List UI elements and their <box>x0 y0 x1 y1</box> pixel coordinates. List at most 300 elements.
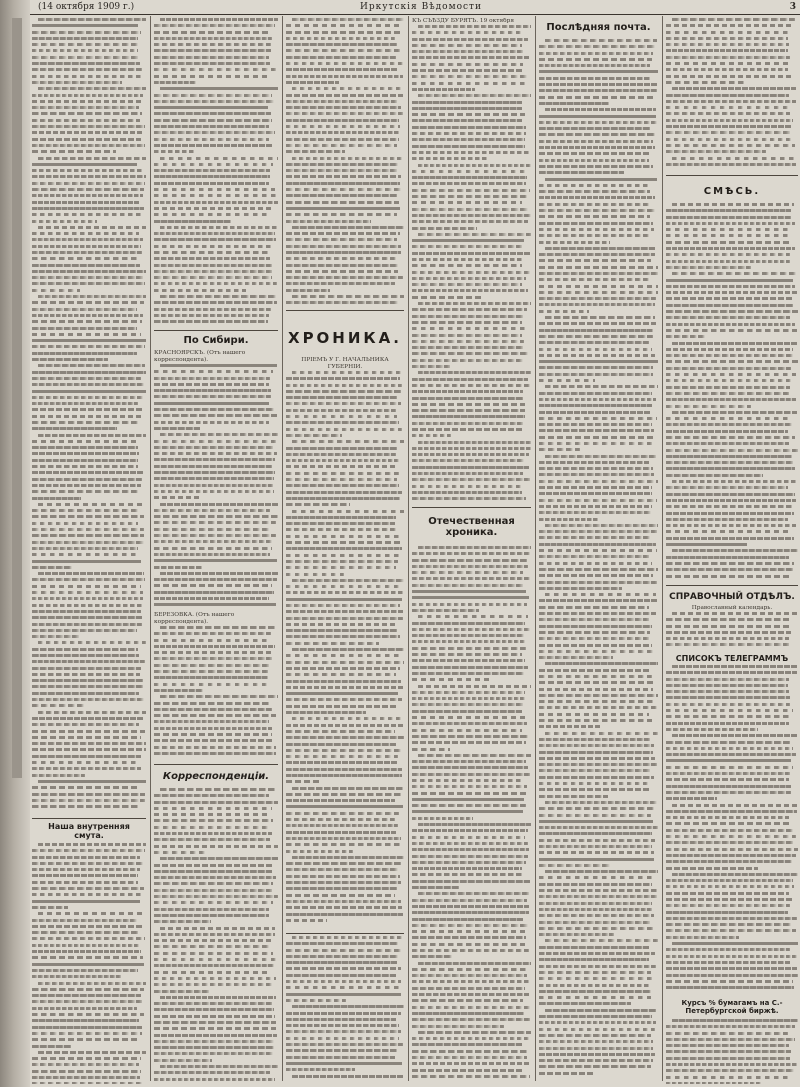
text-line <box>412 491 522 494</box>
text-line <box>666 715 792 718</box>
text-line <box>539 669 651 672</box>
text-line <box>32 238 143 241</box>
text-line <box>539 694 658 697</box>
text-line <box>666 791 791 794</box>
text-line <box>286 182 400 185</box>
text-line <box>672 804 798 807</box>
text-line <box>666 678 789 681</box>
text-line <box>666 822 789 825</box>
text-line <box>286 238 397 241</box>
text-block <box>666 1019 798 1084</box>
text-line <box>32 182 145 185</box>
text-line <box>418 754 531 757</box>
text-line <box>418 685 531 688</box>
text-line <box>292 226 404 229</box>
text-line <box>412 577 530 580</box>
text-line <box>286 194 397 197</box>
text-line <box>539 366 653 369</box>
text-line <box>154 377 270 380</box>
text-line <box>154 651 271 654</box>
text-line <box>154 276 272 279</box>
text-line <box>418 25 531 28</box>
text-line <box>154 119 272 122</box>
text-line <box>672 342 798 345</box>
text-line <box>286 629 397 632</box>
text-line <box>666 955 798 958</box>
text-line <box>666 1057 790 1060</box>
text-line <box>154 150 195 153</box>
text-line <box>32 849 145 852</box>
text-line <box>286 220 371 223</box>
text-line <box>286 868 398 871</box>
text-line <box>38 1051 146 1054</box>
text-line <box>412 980 530 983</box>
text-line <box>286 516 396 519</box>
text-line <box>286 850 353 853</box>
text-line <box>412 308 527 311</box>
text-line <box>666 1050 791 1053</box>
text-line <box>412 886 459 889</box>
text-line <box>32 138 141 141</box>
text-line <box>286 1024 399 1027</box>
text-line <box>412 590 526 593</box>
text-line <box>32 931 138 934</box>
text-line <box>154 794 269 797</box>
text-line <box>412 365 450 368</box>
text-line <box>292 856 404 859</box>
text-line <box>412 113 525 116</box>
text-line <box>32 748 146 751</box>
text-line <box>154 207 272 210</box>
text-line <box>38 226 146 229</box>
text-line <box>154 440 276 443</box>
text-line <box>32 175 146 178</box>
text-line <box>666 386 790 389</box>
text-line <box>412 867 522 870</box>
text-line <box>154 657 272 660</box>
text-line <box>286 289 330 292</box>
text-line <box>32 679 143 682</box>
text-line <box>32 257 138 260</box>
text-line <box>539 984 650 987</box>
text-line <box>32 553 137 556</box>
text-line <box>292 18 404 21</box>
text-line <box>412 107 522 110</box>
text-line <box>666 1069 794 1072</box>
text-line <box>32 1026 142 1029</box>
text-line <box>539 845 652 848</box>
text-line <box>539 322 656 325</box>
text-line <box>154 484 273 487</box>
text-line <box>412 899 527 902</box>
text-line <box>32 314 143 317</box>
text-line <box>32 478 142 481</box>
text-line <box>412 792 526 795</box>
text-line <box>412 220 528 223</box>
issue-date: (14 октября 1909 г.) <box>38 2 135 12</box>
text-line <box>32 585 141 588</box>
text-line <box>539 436 653 439</box>
text-line <box>666 398 796 401</box>
text-line <box>412 999 523 1002</box>
text-line <box>539 927 653 930</box>
text-line <box>412 773 530 776</box>
text-line <box>412 182 526 185</box>
text-line <box>666 138 791 141</box>
text-line <box>412 289 528 292</box>
text-line <box>154 578 277 581</box>
text-line <box>154 452 277 455</box>
text-line <box>666 131 790 134</box>
text-line <box>412 836 525 839</box>
text-line <box>666 144 795 147</box>
text-line <box>154 908 269 911</box>
text-line <box>666 543 747 546</box>
text-line <box>666 631 791 634</box>
text-line <box>154 702 270 705</box>
text-line <box>286 522 395 525</box>
text-line <box>666 125 791 128</box>
text-line <box>666 1044 789 1047</box>
text-block <box>666 665 798 995</box>
text-line <box>32 578 145 581</box>
text-line <box>545 939 658 942</box>
text-line <box>154 739 274 742</box>
text-line <box>539 360 658 363</box>
text-line <box>672 1019 798 1022</box>
text-line <box>666 405 751 408</box>
text-line <box>286 282 395 285</box>
text-line <box>286 755 398 758</box>
text-line <box>32 704 86 707</box>
text-line <box>539 851 654 854</box>
text-line <box>154 175 270 178</box>
text-line <box>539 776 654 779</box>
text-line <box>286 661 404 664</box>
text-line <box>539 241 610 244</box>
text-line <box>412 804 526 807</box>
text-line <box>154 901 273 904</box>
text-line <box>154 521 276 524</box>
text-line <box>412 918 523 921</box>
lead-line: КРАСНОЯРСКЪ. (Отъ нашего корреспондента). <box>154 350 246 363</box>
text-line <box>539 795 608 798</box>
text-line <box>666 304 793 307</box>
text-line <box>666 323 795 326</box>
text-line <box>666 354 794 357</box>
text-line <box>539 971 651 974</box>
text-line <box>154 314 269 317</box>
text-line <box>154 534 276 537</box>
text-line <box>160 857 278 860</box>
text-line <box>154 670 268 673</box>
text-line <box>539 417 657 420</box>
text-line <box>412 1006 531 1009</box>
text-line <box>154 144 272 147</box>
text-line <box>539 392 652 395</box>
text-line <box>32 566 72 569</box>
text-line <box>666 980 793 983</box>
text-line <box>666 234 789 237</box>
text-line <box>32 383 144 386</box>
text-line <box>32 906 68 909</box>
text-line <box>292 579 404 582</box>
text-line <box>539 757 655 760</box>
text-line <box>412 766 528 769</box>
text-line <box>539 127 650 130</box>
text-line <box>666 43 789 46</box>
text-line <box>539 574 653 577</box>
text-line <box>666 1063 797 1066</box>
text-line <box>539 442 652 445</box>
text-line <box>539 70 658 73</box>
text-line <box>32 560 141 563</box>
text-line <box>286 1068 355 1071</box>
text-line <box>292 87 404 90</box>
text-line <box>32 1038 140 1041</box>
column-rule <box>408 16 409 1081</box>
text-line <box>286 484 399 487</box>
text-line <box>539 310 589 313</box>
text-line <box>539 562 652 565</box>
text-line <box>412 861 526 864</box>
text-line <box>32 660 145 663</box>
text-line <box>286 465 397 468</box>
text-line <box>286 812 399 815</box>
text-line <box>154 895 278 898</box>
text-line <box>32 969 138 972</box>
text-line <box>32 604 143 607</box>
text-line <box>666 1076 788 1079</box>
text-line <box>539 505 652 508</box>
text-line <box>32 1076 140 1079</box>
text-line <box>539 782 651 785</box>
text-line <box>666 728 758 731</box>
text-line <box>154 24 275 27</box>
text-line <box>412 352 528 355</box>
text-line <box>539 769 650 772</box>
text-line <box>412 101 522 104</box>
text-line <box>539 423 652 426</box>
text-line <box>666 285 795 288</box>
text-line <box>32 515 144 518</box>
text-line <box>154 639 269 642</box>
text-line <box>412 722 527 725</box>
text-line <box>666 100 796 103</box>
text-line <box>286 125 400 128</box>
text-line <box>412 340 524 343</box>
text-block <box>286 18 404 308</box>
text-line <box>539 1002 631 1005</box>
text-line <box>666 247 795 250</box>
text-line <box>539 354 655 357</box>
text-line <box>154 220 231 223</box>
text-line <box>539 473 654 476</box>
text-line <box>154 714 276 717</box>
text-line <box>539 348 652 351</box>
text-line <box>666 537 794 540</box>
text-line <box>539 297 656 300</box>
text-line <box>154 465 272 468</box>
text-line <box>666 643 789 646</box>
text-line <box>160 87 278 90</box>
text-line <box>539 675 652 678</box>
text-line <box>412 1069 522 1072</box>
text-line <box>539 744 654 747</box>
text-line <box>32 692 139 695</box>
text-line <box>539 807 655 810</box>
section-heading: ХРОНИКА. <box>288 329 402 347</box>
text-line <box>32 484 141 487</box>
text-line <box>666 329 797 332</box>
text-line <box>286 585 402 588</box>
text-line <box>412 748 450 751</box>
text-line <box>154 477 274 480</box>
text-block <box>154 626 278 762</box>
text-line <box>32 698 144 701</box>
text-line <box>32 352 137 355</box>
text-line <box>286 554 403 557</box>
text-line <box>154 870 272 873</box>
text-line <box>154 446 273 449</box>
text-line <box>666 518 788 521</box>
text-line <box>418 164 531 167</box>
text-line <box>412 384 530 387</box>
text-line <box>32 320 142 323</box>
text-line <box>286 245 401 248</box>
text-line <box>539 820 653 823</box>
text-line <box>412 428 522 431</box>
text-line <box>286 390 401 393</box>
text-line <box>286 774 402 777</box>
text-line <box>286 163 398 166</box>
text-line <box>38 843 146 846</box>
text-line <box>286 478 397 481</box>
text-line <box>545 524 658 527</box>
text-line <box>539 329 653 332</box>
text-line <box>412 1025 504 1028</box>
text-line <box>154 257 270 260</box>
text-line <box>154 1040 274 1043</box>
text-line <box>412 968 526 971</box>
text-line <box>160 695 278 698</box>
text-line <box>666 49 788 52</box>
text-line <box>412 82 527 85</box>
divider <box>666 585 798 586</box>
paper-title: Иркутскiя Вѣдомости <box>360 2 483 12</box>
text-line <box>666 119 793 122</box>
text-line <box>154 213 269 216</box>
text-line <box>154 914 269 917</box>
text-line <box>154 597 269 600</box>
text-line <box>539 492 652 495</box>
text-line <box>32 396 144 399</box>
text-line <box>666 253 790 256</box>
text-line <box>32 207 144 210</box>
text-line <box>666 1025 795 1028</box>
text-line <box>32 1032 142 1035</box>
text-line <box>32 774 85 777</box>
text-line <box>32 62 140 65</box>
text-line <box>154 282 277 285</box>
text-line <box>539 990 651 993</box>
text-line <box>539 184 649 187</box>
text-line <box>539 587 622 590</box>
text-line <box>154 232 275 235</box>
text-line <box>292 1075 404 1078</box>
text-line <box>32 194 143 197</box>
text-line <box>545 108 656 111</box>
text-line <box>32 144 145 147</box>
text-line <box>412 741 526 744</box>
text-line <box>412 245 522 248</box>
text-line <box>666 222 795 225</box>
text-line <box>412 697 525 700</box>
text-line <box>154 402 269 405</box>
text-line <box>412 603 527 606</box>
divider <box>286 310 404 311</box>
text-line <box>38 780 146 783</box>
text-line <box>32 900 140 903</box>
text-line <box>160 927 275 930</box>
text-line <box>666 75 791 78</box>
text-line <box>286 257 398 260</box>
text-line <box>666 879 793 882</box>
text-line <box>666 373 796 376</box>
text-line <box>539 921 650 924</box>
divider <box>154 330 278 331</box>
text-line <box>154 933 275 936</box>
text-line <box>666 392 789 395</box>
text-line <box>412 1050 528 1053</box>
text-line <box>154 270 272 273</box>
text-line <box>666 310 798 313</box>
text-line <box>539 751 653 754</box>
text-line <box>539 1021 656 1024</box>
text-line <box>286 434 342 437</box>
text-line <box>32 591 143 594</box>
text-line <box>412 447 531 450</box>
text-line <box>539 303 655 306</box>
text-line <box>32 100 144 103</box>
text-line <box>286 1037 399 1040</box>
text-line <box>154 301 277 304</box>
text-line <box>32 31 141 34</box>
column-4 <box>412 18 531 1084</box>
text-line <box>154 708 272 711</box>
text-line <box>539 234 651 237</box>
text-line <box>154 471 275 474</box>
text-line <box>539 196 655 199</box>
text-line <box>672 665 798 668</box>
text-line <box>32 245 141 248</box>
text-line <box>539 171 624 174</box>
text-line <box>666 449 798 452</box>
text-line <box>32 648 138 651</box>
subheading: СПИСОКЪ ТЕЛЕГРАММЪ <box>675 654 789 663</box>
text-line <box>38 912 146 915</box>
text-line <box>286 1043 403 1046</box>
text-line <box>539 209 656 212</box>
text-line <box>32 490 139 493</box>
text-line <box>539 719 652 722</box>
text-line <box>666 260 790 263</box>
text-line <box>38 87 146 90</box>
text-line <box>32 163 137 166</box>
text-line <box>160 226 278 229</box>
text-line <box>539 1015 652 1018</box>
text-block <box>666 612 798 652</box>
